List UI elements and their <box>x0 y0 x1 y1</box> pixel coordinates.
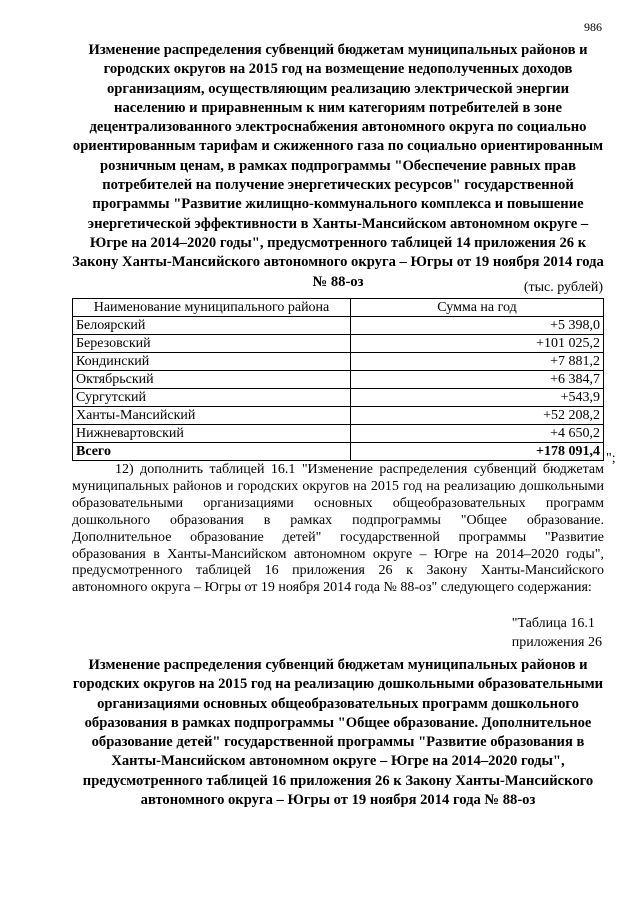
district-amount: +543,9 <box>351 389 604 407</box>
district-amount: +4 650,2 <box>351 425 604 443</box>
district-amount: +6 384,7 <box>351 371 604 389</box>
table-row <box>73 353 604 371</box>
table-row <box>73 317 604 335</box>
table16-1-title: Изменение распределения субвенций бюджетам муниципальных районов и городских округов на 2015 год на реализацию дошкольными образовательными организациями основных общеобразовательных программ дошкольного образования в рамках подпрограммы "Общее образование. Дополнительное образование детей" государственной программы "Развитие образования в Ханты-Мансийском автономном округе – Югре на 2014–2020 годы", предусмотренного таблицей 16 приложения 26 к Закону Ханты-Мансийского автономного округа – Югры от 19 ноября 2014 года № 88-оз <box>72 657 604 809</box>
table-ref-line: приложения 26 <box>511 635 602 650</box>
column-header-amount: Сумма на год <box>351 299 604 317</box>
column-header-district: Наименование муниципального района <box>73 299 351 317</box>
district-name: Нижневартовский <box>73 425 351 443</box>
table-reference <box>512 614 602 652</box>
table-row <box>73 425 604 443</box>
district-name: Березовский <box>73 335 351 353</box>
unit-label: (тыс. рублей) <box>523 280 603 295</box>
district-name: Кондинский <box>73 353 351 371</box>
table-row <box>73 407 604 425</box>
page-number: 986 <box>584 20 602 34</box>
total-amount: +178 091,4 <box>351 443 604 461</box>
amendment-paragraph: 12) дополнить таблицей 16.1 "Изменение распределения субвенций бюджетам муниципальных районов и городских округов на 2015 год на реализацию дошкольными образовательными организациями основных общеобразовательных программ дошкольного образования в рамках подпрограммы "Общее образование. Дополнительное образование детей" государственной программы "Развитие образования в Ханты-Мансийском автономном округе – Югре на 2014–2020 годы", предусмотренного таблицей 16 приложения 26 к Закону Ханты-Мансийского автономного округа – Югры от 19 ноября 2014 года № 88-оз" следующего содержания: <box>72 462 604 596</box>
district-amount: +101 025,2 <box>351 335 604 353</box>
district-amount: +5 398,0 <box>351 317 604 335</box>
district-name: Ханты-Мансийский <box>73 407 351 425</box>
table-row <box>73 335 604 353</box>
district-amount: +7 881,2 <box>351 353 604 371</box>
total-row <box>73 443 604 461</box>
table-row <box>73 371 604 389</box>
district-name: Белоярский <box>73 317 351 335</box>
table-ref-line: "Таблица 16.1 <box>511 616 595 631</box>
district-name: Сургутский <box>73 389 351 407</box>
district-amount: +52 208,2 <box>351 407 604 425</box>
table-header-row <box>73 299 604 317</box>
subsidy-table <box>72 298 604 461</box>
table-row <box>73 389 604 407</box>
total-label: Всего <box>73 443 351 461</box>
district-name: Октябрьский <box>73 371 351 389</box>
table14-title: Изменение распределения субвенций бюджетам муниципальных районов и городских округов на 2015 год на возмещение недополученных доходов организациям, осуществляющим реализацию электрической энергии населению и приравненным к ним категориям потребителей в зоне децентрализованного электроснабжения автономного округа по социально ориентированным тарифам и сжиженного газа по социально ориентированным розничным ценам, в рамках подпрограммы "Обеспечение равных прав потребителей на получение энергетических ресурсов" государственной программы "Развитие жилищно-коммунального комплекса и повышение энергетической эффективности в Ханты-Мансийском автономном округе – Югре на 2014–2020 годы", предусмотренного таблицей 14 приложения 26 к Закону Ханты-Мансийского автономного округа – Югры от 19 ноября 2014 года № 88-оз <box>72 42 604 290</box>
closing-quote: "; <box>606 451 616 466</box>
